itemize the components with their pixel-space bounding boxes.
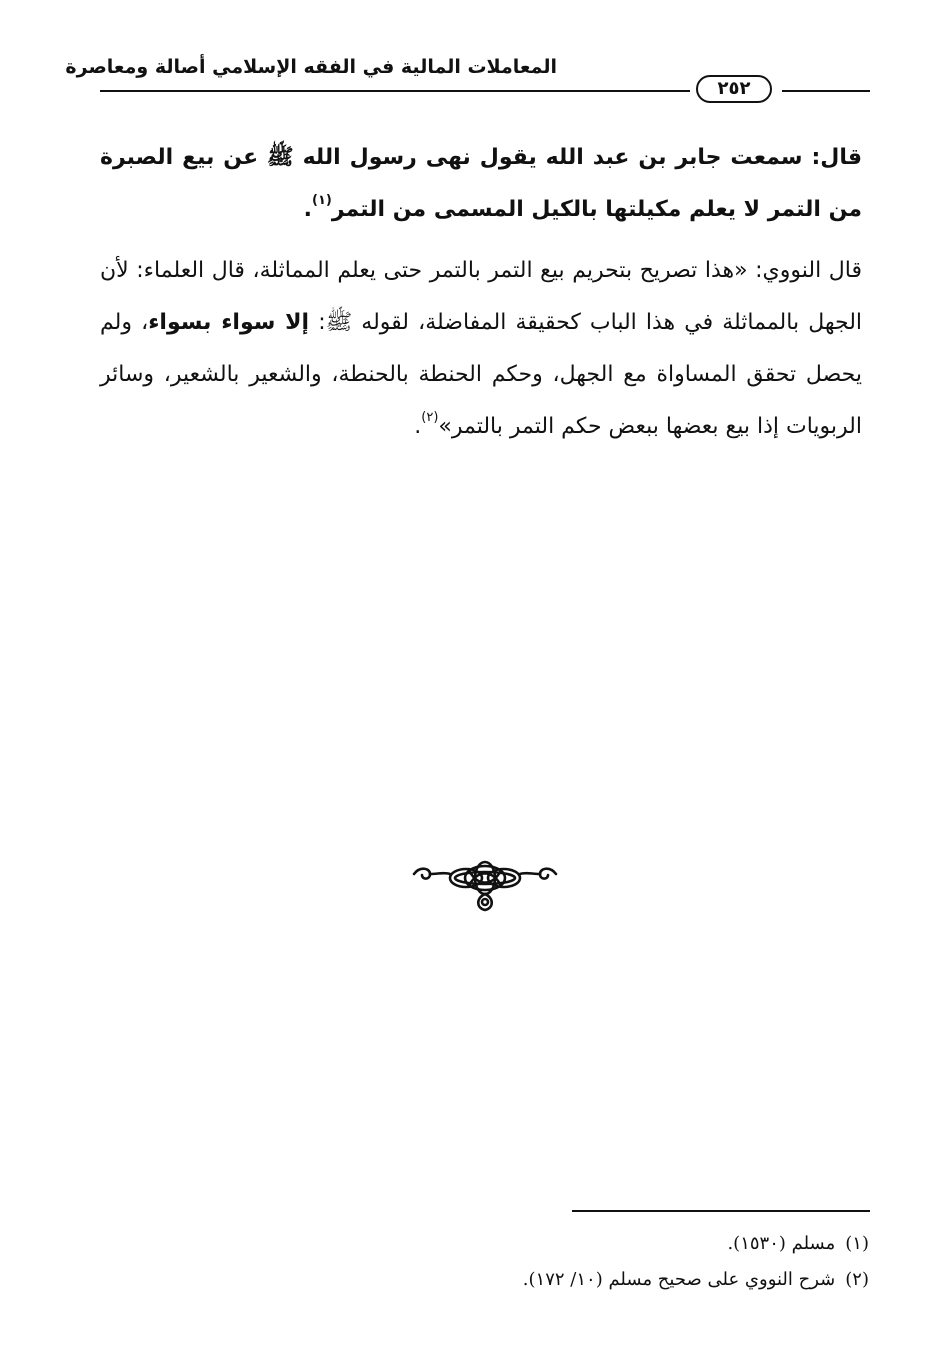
footnotes (309, 1226, 869, 1298)
paragraph-nawawi-emphasis: إلا سواء بسواء (148, 310, 310, 335)
footnote-separator (572, 1210, 870, 1212)
footnote-ref-2: (٢) (421, 409, 439, 425)
footnote-1 (309, 1226, 869, 1262)
paragraph-nawawi (100, 245, 862, 453)
running-title: المعاملات المالية في الفقه الإسلامي أصالة ومعاصرة (65, 56, 557, 78)
decorative-knot-ornament-icon (410, 852, 560, 916)
paragraph-hadith-end: . (303, 197, 313, 222)
footnote-ref-1: (١) (312, 192, 332, 208)
footnote-2-text: شرح النووي على صحيح مسلم (١٠/ ١٧٢). (522, 1269, 836, 1290)
paragraph-hadith (100, 132, 862, 236)
paragraph-nawawi-part2: ، ولم يحصل تحقق المساواة مع الجهل، وحكم الحنطة بالحنطة، والشعير بالشعير، وسائر الربويات إذا بيع بعضها ببعض حكم التمر بالتمر» (100, 310, 862, 439)
footnote-2 (309, 1262, 869, 1298)
paragraph-hadith-text: قال: سمعت جابر بن عبد الله يقول نهى رسول الله ﷺ عن بيع الصبرة من التمر لا يعلم مكيلتها بالكيل المسمى من التمر (100, 145, 862, 222)
footnote-2-number: (٢) (845, 1269, 869, 1290)
footnote-1-number: (١) (845, 1233, 869, 1254)
page-number: ٢٥٢ (696, 75, 772, 103)
paragraph-nawawi-end: . (414, 414, 422, 439)
page-number-box (690, 74, 782, 106)
footnote-1-text: مسلم (١٥٣٠). (727, 1233, 836, 1254)
paragraph-nawawi-part1: قال النووي: «هذا تصريح بتحريم بيع التمر بالتمر حتى يعلم المماثلة، قال العلماء: لأن الجهل بالمماثلة في هذا الباب كحقيقة المفاضلة، لقوله ﷺ: (100, 258, 863, 335)
